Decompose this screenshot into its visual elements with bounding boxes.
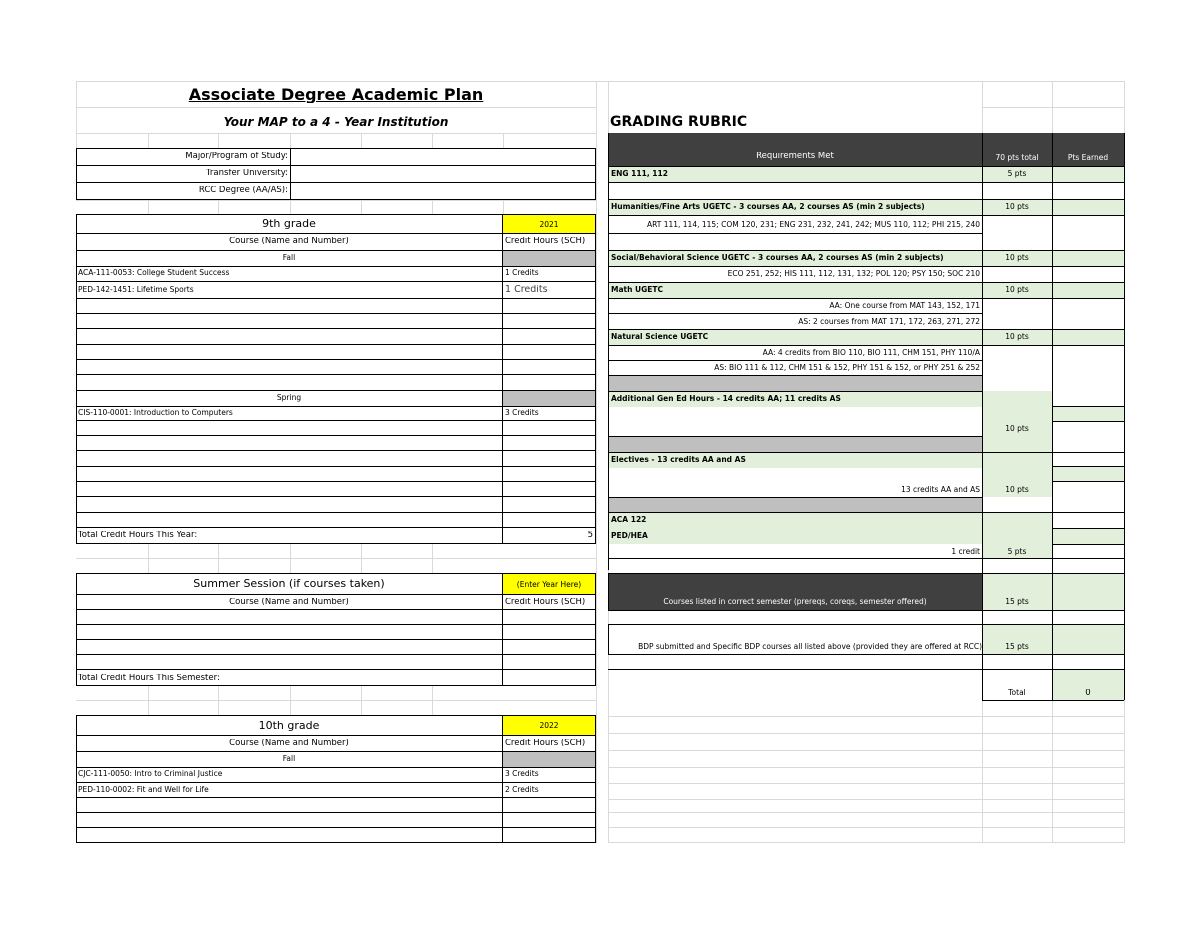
rubric-electives-pts: 10 pts <box>1005 486 1029 494</box>
rubric-social-detail: ECO 251, 252; HIS 111, 112, 131, 132; POL 120; PSY 150; SOC 210 <box>727 270 980 278</box>
grade9-spring-hours-1[interactable]: 3 Credits <box>505 409 539 417</box>
rubric-social: Social/Behavioral Science UGETC - 3 courses AA, 2 courses AS (min 2 subjects) <box>611 254 944 262</box>
plan-subtitle: Your MAP to a 4 - Year Institution <box>223 116 449 128</box>
grade10-heading: 10th grade <box>258 720 320 731</box>
rubric-ped-detail: 1 credit <box>951 548 980 556</box>
grade10-year: 2022 <box>539 722 559 730</box>
rubric-total-label: Total <box>1008 689 1026 697</box>
rubric-social-pts: 10 pts <box>1005 254 1029 262</box>
grade9-fall-course-1[interactable]: ACA-111-0053: College Student Success <box>78 269 230 277</box>
major-label: Major/Program of Study: <box>185 152 288 161</box>
rubric-math-aa: AA: One course from MAT 143, 152, 171 <box>829 302 980 310</box>
grade10-col-hours: Credit Hours (SCH) <box>505 739 586 748</box>
rubric-humanities: Humanities/Fine Arts UGETC - 3 courses AA, 2 courses AS (min 2 subjects) <box>611 203 925 211</box>
rubric-ped-pts: 5 pts <box>1007 548 1027 556</box>
grade9-total-label: Total Credit Hours This Year: <box>78 531 198 540</box>
rubric-humanities-earned[interactable] <box>1053 200 1123 215</box>
rubric-math: Math UGETC <box>611 286 664 294</box>
grade9-spring-course-1[interactable]: CIS-110-0001: Introduction to Computers <box>78 409 233 417</box>
rubric-eng-pts: 5 pts <box>1007 170 1027 178</box>
degree-label: RCC Degree (AA/AS): <box>198 186 288 195</box>
grade10-fall-hours-1[interactable]: 3 Credits <box>505 770 539 778</box>
rubric-eng: ENG 111, 112 <box>611 170 668 178</box>
rubric-math-pts: 10 pts <box>1005 286 1029 294</box>
rubric-natural-science-earned[interactable] <box>1053 330 1123 345</box>
rubric-gen-ed-pts: 10 pts <box>1005 425 1029 433</box>
rubric-semester: Courses listed in correct semester (prereqs, coreqs, semester offered) <box>663 598 927 606</box>
rubric-electives-earned[interactable] <box>1053 467 1123 481</box>
rubric-natural-science: Natural Science UGETC <box>611 333 709 341</box>
rubric-col-requirements: Requirements Met <box>756 152 834 161</box>
rubric-natural-science-as: AS: BIO 111 & 112, CHM 151 & 152, PHY 151 & 152, or PHY 251 & 252 <box>714 364 980 372</box>
major-field[interactable] <box>291 149 595 165</box>
rubric-aca: ACA 122 <box>611 516 647 524</box>
rubric-col-total: 70 pts total <box>995 154 1039 162</box>
grade10-fall-hours-cell <box>503 751 595 767</box>
transfer-university-field[interactable] <box>291 166 595 182</box>
rubric-electives: Electives - 13 credits AA and AS <box>611 456 746 464</box>
rubric-social-earned[interactable] <box>1053 251 1123 266</box>
grade9-fall-hours-1[interactable]: 1 Credits <box>505 269 539 277</box>
grade9-spring-hours-cell <box>503 390 595 406</box>
grade9-heading: 9th grade <box>262 218 316 229</box>
rubric-humanities-pts: 10 pts <box>1005 203 1029 211</box>
plan-title: Associate Degree Academic Plan <box>188 87 484 103</box>
transfer-university-label: Transfer University: <box>205 169 288 178</box>
grade9-year: 2021 <box>539 221 559 229</box>
rubric-eng-earned[interactable] <box>1053 167 1123 182</box>
rubric-semester-earned[interactable] <box>1053 575 1123 610</box>
rubric-ped-earned[interactable] <box>1053 529 1123 544</box>
rubric-ped: PED/HEA <box>611 532 648 540</box>
rubric-col-earned: Pts Earned <box>1067 154 1109 162</box>
rubric-humanities-detail: ART 111, 114, 115; COM 120, 231; ENG 231, 232, 241, 242; MUS 110, 112; PHI 215, 240 <box>646 221 980 229</box>
grade9-fall-hours-cell <box>503 250 595 266</box>
grade9-col-course: Course (Name and Number) <box>229 237 349 246</box>
grade9-col-hours: Credit Hours (SCH) <box>505 237 586 246</box>
rubric-gen-ed: Additional Gen Ed Hours - 14 credits AA; 11 credits AS <box>611 395 841 403</box>
grade9-fall-label: Fall <box>282 254 296 262</box>
rubric-electives-detail: 13 credits AA and AS <box>901 486 980 494</box>
summer-year: (Enter Year Here) <box>516 581 582 589</box>
rubric-gen-ed-earned[interactable] <box>1053 407 1123 421</box>
rubric-natural-science-pts: 10 pts <box>1005 333 1029 341</box>
rubric-bdp: BDP submitted and Specific BDP courses all listed above (provided they are offered at RCC) <box>638 643 982 651</box>
grade10-fall-course-2[interactable]: PED-110-0002: Fit and Well for Life <box>78 786 209 794</box>
rubric-natural-science-aa: AA: 4 credits from BIO 110, BIO 111, CHM 151, PHY 110/A <box>762 349 980 357</box>
summer-col-hours: Credit Hours (SCH) <box>505 598 586 607</box>
degree-field[interactable] <box>291 183 595 199</box>
grade10-col-course: Course (Name and Number) <box>229 739 349 748</box>
rubric-total-value: 0 <box>1085 689 1091 698</box>
rubric-bdp-earned[interactable] <box>1053 625 1123 654</box>
grade9-fall-course-2[interactable]: PED-142-1451: Lifetime Sports <box>78 286 194 294</box>
rubric-math-as: AS: 2 courses from MAT 171, 172, 263, 271, 272 <box>798 318 980 326</box>
grade9-spring-label: Spring <box>276 394 302 402</box>
rubric-semester-pts: 15 pts <box>1005 598 1029 606</box>
rubric-bdp-pts: 15 pts <box>1005 643 1029 651</box>
grade10-fall-course-1[interactable]: CJC-111-0050: Intro to Criminal Justice <box>78 770 223 778</box>
grade10-fall-hours-2[interactable]: 2 Credits <box>505 786 539 794</box>
grade10-fall-label: Fall <box>282 755 296 763</box>
grade9-total-value: 5 <box>587 531 593 540</box>
summer-heading: Summer Session (if courses taken) <box>193 578 385 589</box>
grade9-fall-hours-2[interactable]: 1 Credits <box>505 285 548 295</box>
summer-total-label: Total Credit Hours This Semester: <box>78 674 220 683</box>
rubric-math-earned[interactable] <box>1053 283 1123 298</box>
summer-col-course: Course (Name and Number) <box>229 598 349 607</box>
rubric-title: GRADING RUBRIC <box>610 115 748 129</box>
